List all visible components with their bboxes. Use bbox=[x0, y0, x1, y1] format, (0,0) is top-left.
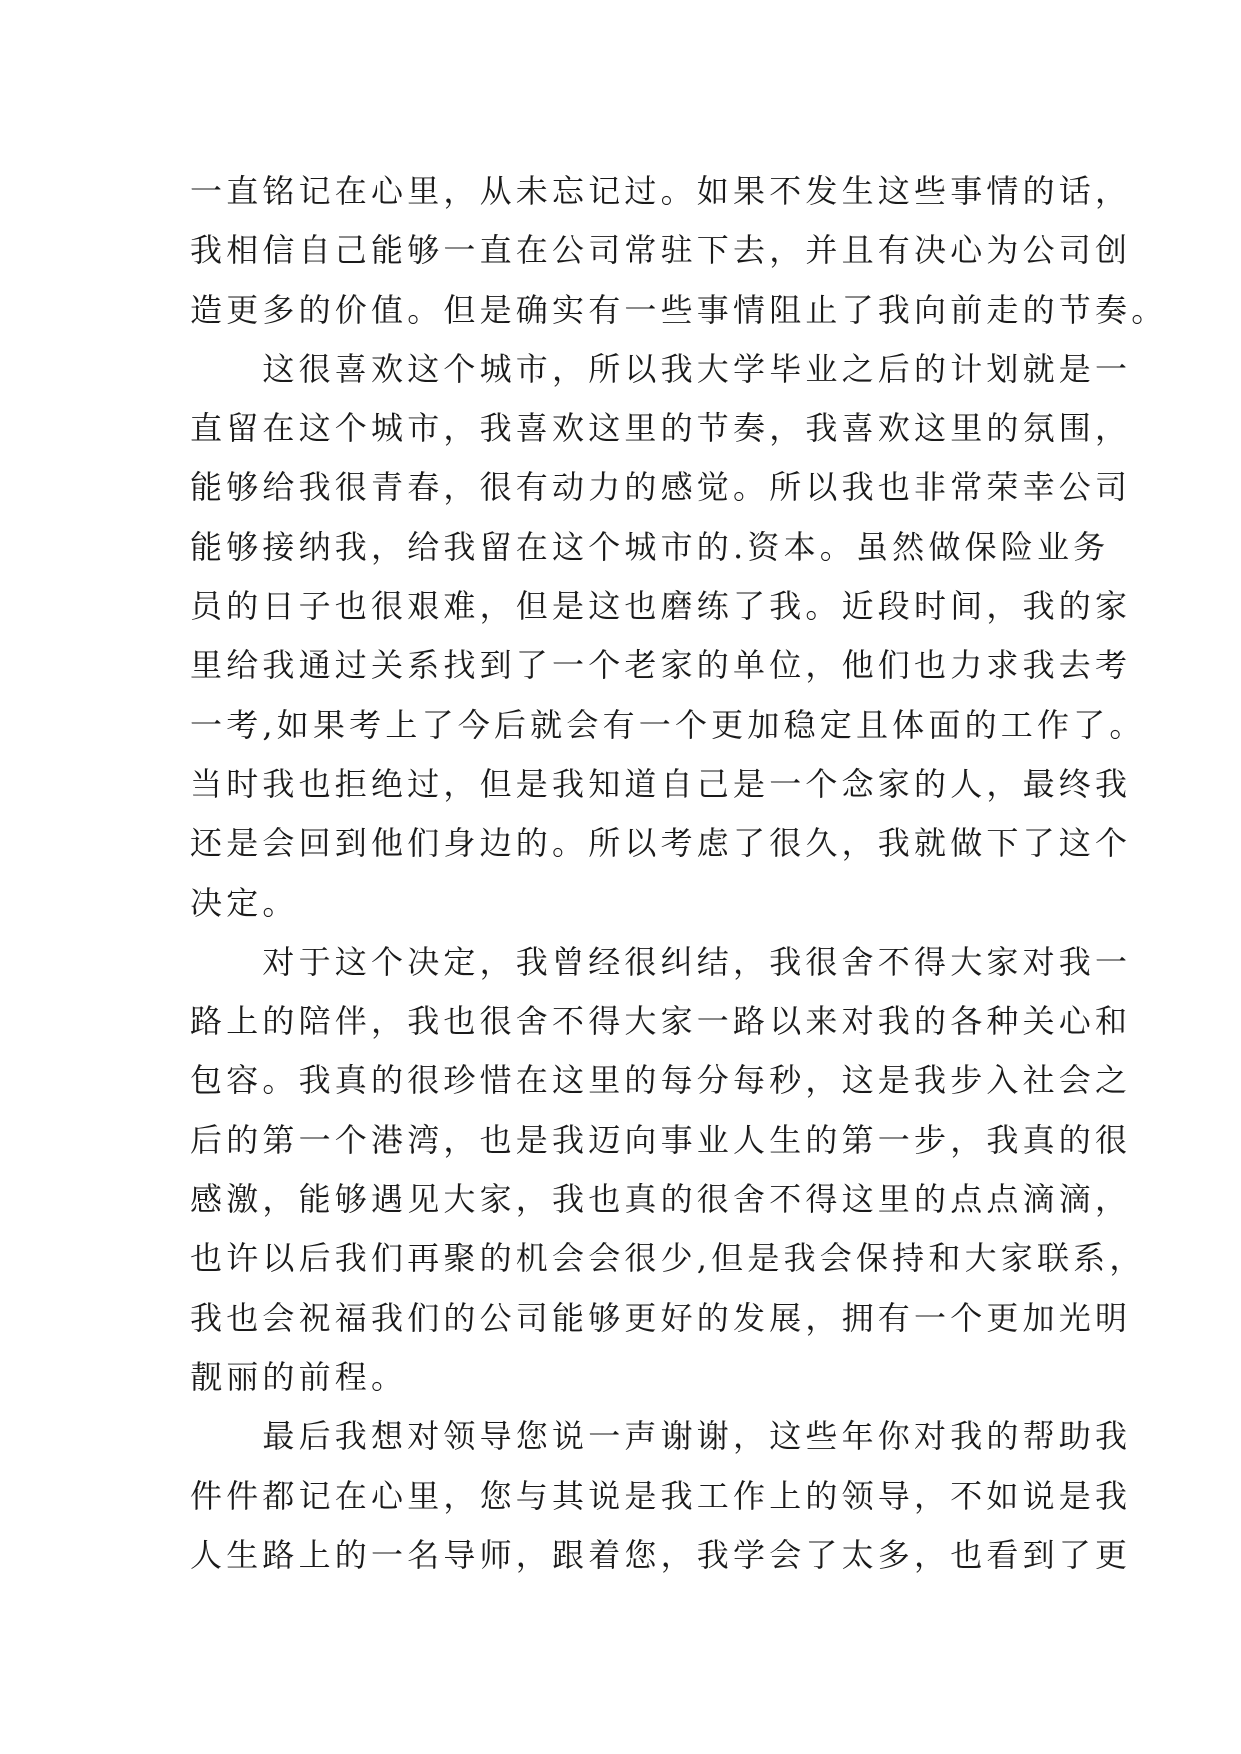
text-line: 当时我也拒绝过，但是我知道自己是一个念家的人，最终我 bbox=[190, 764, 1132, 803]
text-line: 这很喜欢这个城市，所以我大学毕业之后的计划就是一 bbox=[190, 349, 1132, 388]
document-body bbox=[190, 162, 1168, 1585]
text-line: 后的第一个港湾，也是我迈向事业人生的第一步，我真的很 bbox=[190, 1120, 1132, 1159]
text-line: 件件都记在心里，您与其说是我工作上的领导，不如说是我 bbox=[190, 1476, 1132, 1515]
text-line: 包容。我真的很珍惜在这里的每分每秒，这是我步入社会之 bbox=[190, 1061, 1132, 1100]
text-line: 造更多的价值。但是确实有一些事情阻止了我向前走的节奏。 bbox=[190, 290, 1168, 329]
text-line: 里给我通过关系找到了一个老家的单位，他们也力求我去考 bbox=[190, 646, 1132, 685]
text-line: 直留在这个城市，我喜欢这里的节奏，我喜欢这里的氛围， bbox=[190, 409, 1132, 448]
text-line: 能够接纳我，给我留在这个城市的.资本。虽然做保险业务 bbox=[190, 527, 1110, 566]
text-line: 还是会回到他们身边的。所以考虑了很久，我就做下了这个 bbox=[190, 824, 1132, 863]
text-line: 一直铭记在心里，从未忘记过。如果不发生这些事情的话， bbox=[190, 172, 1132, 210]
text-line: 我相信自己能够一直在公司常驻下去，并且有决心为公司创 bbox=[190, 231, 1132, 270]
text-line: 能够给我很青春，很有动力的感觉。所以我也非常荣幸公司 bbox=[190, 468, 1132, 507]
text-line: 我也会祝福我们的公司能够更好的发展，拥有一个更加光明 bbox=[190, 1298, 1132, 1337]
text-line: 靓丽的前程。 bbox=[190, 1357, 408, 1396]
text-line: 一考,如果考上了今后就会有一个更加稳定且体面的工作了。 bbox=[190, 705, 1146, 744]
text-line: 决定。 bbox=[190, 883, 299, 922]
text-line: 对于这个决定，我曾经很纠结，我很舍不得大家对我一 bbox=[190, 942, 1132, 981]
text-line: 员的日子也很艰难，但是这也磨练了我。近段时间，我的家 bbox=[190, 587, 1132, 626]
text-line: 也许以后我们再聚的机会会很少,但是我会保持和大家联系， bbox=[190, 1239, 1146, 1278]
text-line: 感激，能够遇见大家，我也真的很舍不得这里的点点滴滴， bbox=[190, 1180, 1132, 1219]
text-line: 最后我想对领导您说一声谢谢，这些年你对我的帮助我 bbox=[190, 1417, 1132, 1456]
text-line: 路上的陪伴，我也很舍不得大家一路以来对我的各种关心和 bbox=[190, 1002, 1132, 1041]
text-line: 人生路上的一名导师，跟着您，我学会了太多，也看到了更 bbox=[190, 1535, 1132, 1574]
